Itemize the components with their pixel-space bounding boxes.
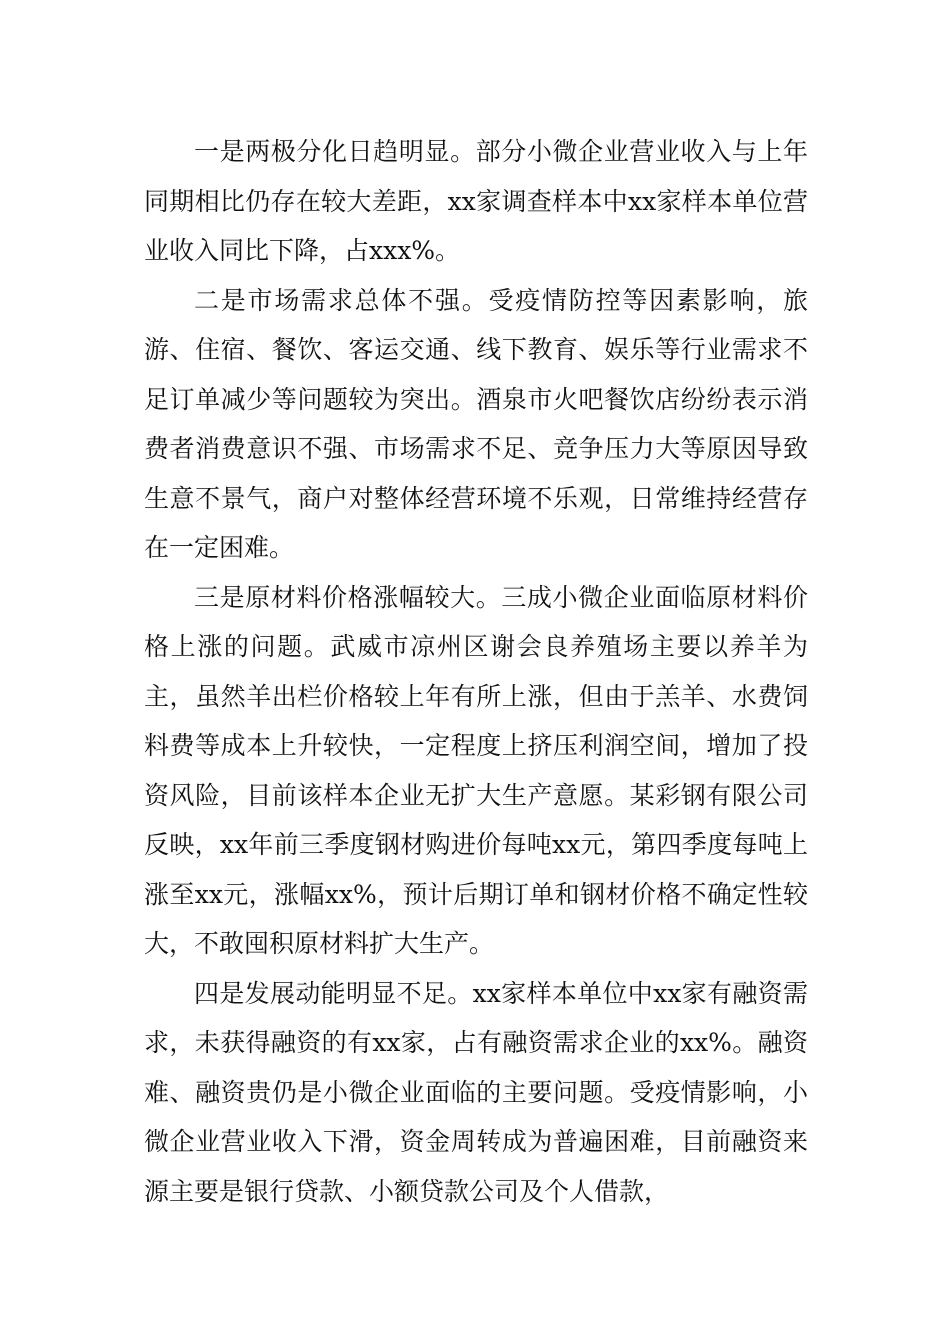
- document-body: [144, 127, 808, 1216]
- paragraph-raw-material-prices: 三是原材料价格涨幅较大。三成小微企业面临原材料价格上涨的问题。武威市凉州区谢会良养殖场主要以养羊为主，虽然羊出栏价格较上年有所上涨，但由于羔羊、水费饲料费等成本上升较快，一定程度上挤压利润空间，增加了投资风险，目前该样本企业无扩大生产意愿。某彩钢有限公司反映，xx年前三季度钢材购进价每吨xx元，第四季度每吨上涨至xx元，涨幅xx%，预计后期订单和钢材价格不确定性较大，不敢囤积原材料扩大生产。: [144, 582, 808, 958]
- paragraph-development-momentum: 四是发展动能明显不足。xx家样本单位中xx家有融资需求，未获得融资的有xx家，占有融资需求企业的xx%。融资难、融资贵仍是小微企业面临的主要问题。受疫情影响，小微企业营业收入下滑，资金周转成为普遍困难，目前融资来源主要是银行贷款、小额贷款公司及个人借款，: [144, 978, 808, 1206]
- paragraph-polarization: 一是两极分化日趋明显。部分小微企业营业收入与上年同期相比仍存在较大差距，xx家调查样本中xx家样本单位营业收入同比下降，占xxx%。: [144, 137, 808, 265]
- paragraph-market-demand: 二是市场需求总体不强。受疫情防控等因素影响，旅游、住宿、餐饮、客运交通、线下教育、娱乐等行业需求不足订单减少等问题较为突出。酒泉市火吧餐饮店纷纷表示消费者消费意识不强、市场需求不足、竞争压力大等原因导致生意不景气，商户对整体经营环境不乐观，日常维持经营存在一定困难。: [144, 285, 808, 562]
